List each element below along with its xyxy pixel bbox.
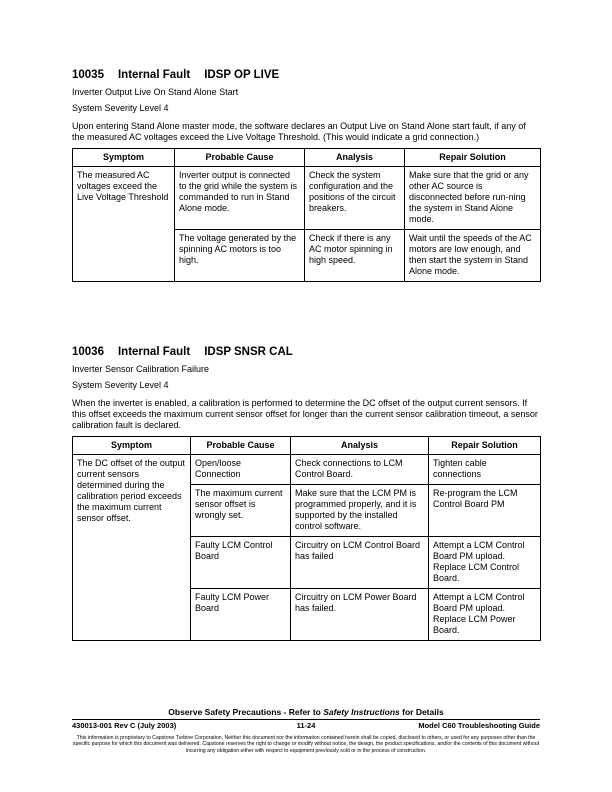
safety-note [0, 707, 612, 717]
safety-instructions-reference: Safety Instructions [323, 707, 400, 717]
fault-description: Upon entering Stand Alone master mode, the software declares an Output Live on Stand Alone start fault, if any of the measured AC voltages exceed the Live Voltage Threshold. (This would indicate a grid connection.) [72, 121, 526, 142]
document-title: Model C60 Troubleshooting Guide [418, 721, 540, 730]
header-repair-solution: Repair Solution [405, 149, 541, 167]
fault-section-10036 [72, 345, 540, 641]
analysis-cell: Check if there is any AC motor spinning in high speed. [305, 230, 405, 282]
severity-level: System Severity Level 4 [72, 380, 169, 390]
fault-name: IDSP SNSR CAL [204, 346, 293, 358]
troubleshooting-table [72, 436, 541, 641]
page-footer [72, 721, 540, 731]
header-probable-cause: Probable Cause [191, 437, 291, 455]
symptom-cell: The DC offset of the output current sensors determined during the calibration period exceeds the maximum current sensor offset. [73, 455, 191, 641]
header-analysis: Analysis [305, 149, 405, 167]
fault-section-10035 [72, 68, 540, 282]
analysis-cell: Circuitry on LCM Control Board has failed [291, 537, 429, 589]
troubleshooting-table [72, 148, 541, 282]
proprietary-disclaimer: This information is proprietary to Capstone Turbine Corporation. Neither this document nor the information contained herein shall be copied, disclosed to others, or used for any purposes other than the specific purpose for which this document was delivered. Capstone reserves the right to change or modify without notice, the design, the product specifications, and/or the contents of this document without incurring any obligation either with respect to equipment previously sold or in the process of construction. [72, 735, 540, 754]
table-row [73, 455, 541, 485]
header-analysis: Analysis [291, 437, 429, 455]
fault-heading [72, 68, 540, 82]
solution-cell: Re-program the LCM Control Board PM [429, 485, 541, 537]
document-number: 430013-001 Rev C (July 2003) [72, 721, 177, 730]
footer-divider [72, 719, 540, 720]
header-probable-cause: Probable Cause [175, 149, 305, 167]
fault-subtitle: Inverter Output Live On Stand Alone Start [72, 87, 239, 97]
fault-title: Internal Fault [117, 69, 191, 81]
safety-note-prefix: Observe Safety Precautions - Refer to [168, 707, 324, 717]
header-repair-solution: Repair Solution [429, 437, 541, 455]
solution-cell: Attempt a LCM Control Board PM upload. Replace LCM Power Board. [429, 589, 541, 641]
solution-cell: Attempt a LCM Control Board PM upload. Replace LCM Control Board. [429, 537, 541, 589]
fault-description: When the inverter is enabled, a calibration is performed to determine the DC offset of the output current sensors. If this offset exceeds the maximum current sensor offset for longer than the current sensor calibration timeout, a sensor calibration fault is declared. [72, 398, 538, 430]
analysis-cell: Check the system configuration and the positions of the circuit breakers. [305, 167, 405, 230]
cause-cell: Faulty LCM Power Board [191, 589, 291, 641]
fault-code: 10035 [72, 69, 104, 81]
table-row [73, 167, 541, 230]
page-number: 11-24 [296, 721, 316, 730]
table-header-row [73, 149, 541, 167]
safety-note-suffix: for Details [399, 707, 444, 717]
analysis-cell: Make sure that the LCM PM is programmed properly, and it is supported by the installed control software. [291, 485, 429, 537]
fault-heading [72, 345, 540, 359]
severity-level: System Severity Level 4 [72, 103, 169, 113]
cause-cell: The maximum current sensor offset is wrongly set. [191, 485, 291, 537]
fault-name: IDSP OP LIVE [204, 69, 280, 81]
analysis-cell: Check connections to LCM Control Board. [291, 455, 429, 485]
cause-cell: Open/loose Connection [191, 455, 291, 485]
table-header-row [73, 437, 541, 455]
fault-subtitle: Inverter Sensor Calibration Failure [72, 364, 210, 374]
solution-cell: Wait until the speeds of the AC motors are low enough, and then start the system in Stand Alone mode. [405, 230, 541, 282]
header-symptom: Symptom [73, 437, 191, 455]
fault-code: 10036 [72, 346, 104, 358]
cause-cell: Inverter output is connected to the grid while the system is commanded to run in Stand Alone mode. [175, 167, 305, 230]
fault-title: Internal Fault [117, 346, 191, 358]
header-symptom: Symptom [73, 149, 175, 167]
solution-cell: Tighten cable connections [429, 455, 541, 485]
solution-cell: Make sure that the grid or any other AC source is disconnected before run-ning the system in Stand Alone mode. [405, 167, 541, 230]
cause-cell: Faulty LCM Control Board [191, 537, 291, 589]
symptom-cell: The measured AC voltages exceed the Live Voltage Threshold [73, 167, 175, 282]
analysis-cell: Circuitry on LCM Power Board has failed. [291, 589, 429, 641]
cause-cell: The voltage generated by the spinning AC motors is too high. [175, 230, 305, 282]
